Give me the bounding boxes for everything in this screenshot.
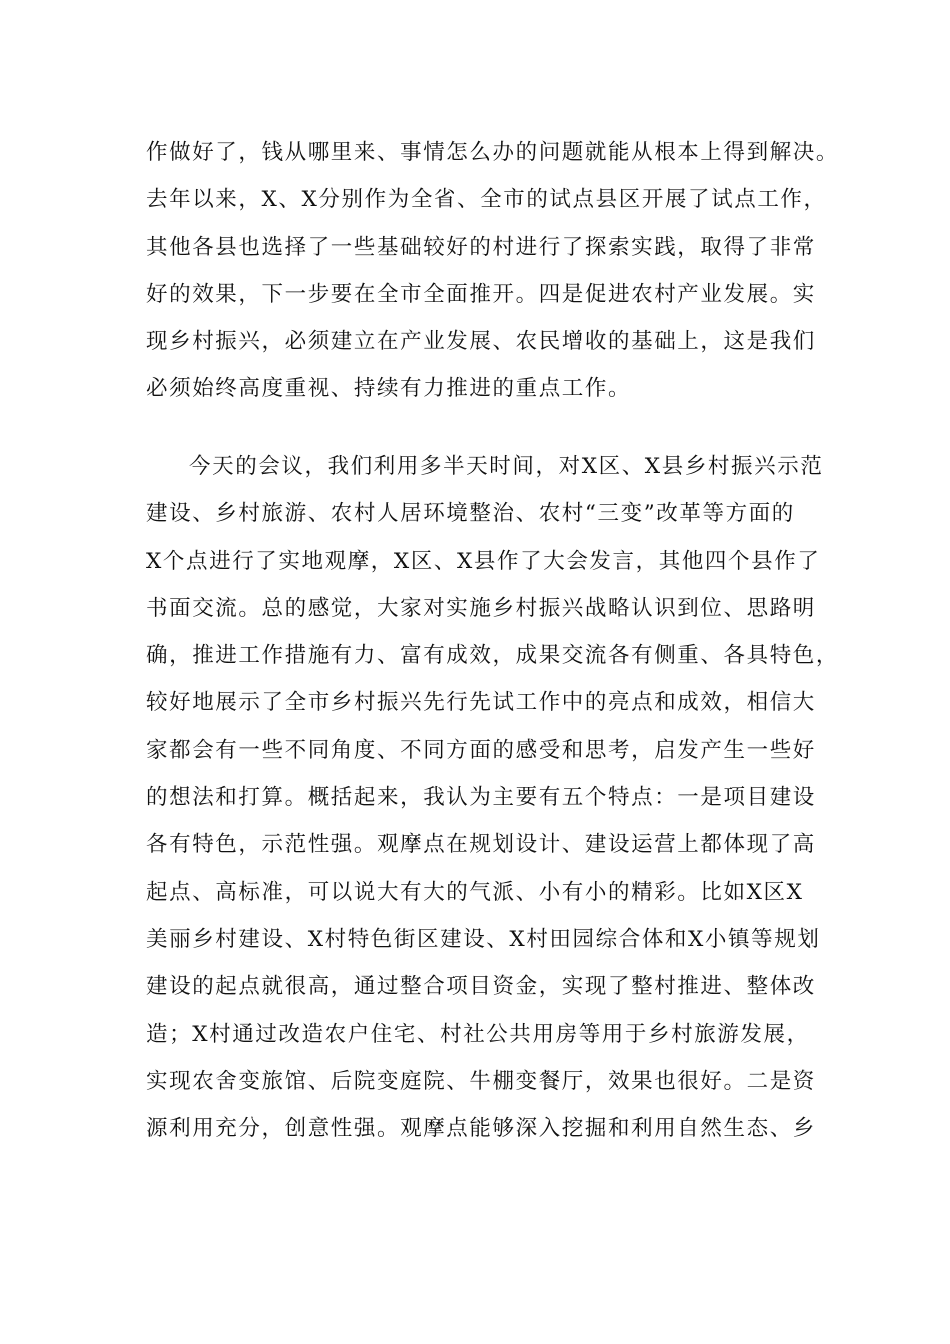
text-line: 家都会有一些不同角度、不同方面的感受和思考，启发产生一些好 [146,737,816,763]
text-line: 建设的起点就很高，通过整合项目资金，实现了整村推进、整体改 [146,974,816,1000]
text-line: 实现农舍变旅馆、后院变庭院、牛棚变餐厅，效果也很好。二是资 [146,1068,816,1094]
text-line: 去年以来，X、X分别作为全省、全市的试点县区开展了试点工作， [146,187,827,213]
paragraph [146,129,840,413]
text-line: 的想法和打算。概括起来，我认为主要有五个特点：一是项目建设 [146,785,816,811]
text-line: 今天的会议，我们利用多半天时间，对X区、X县乡村振兴示范 [189,454,824,479]
text-line: 其他各县也选择了一些基础较好的村进行了探索实践，取得了非常 [146,234,816,260]
text-line: 书面交流。总的感觉，大家对实施乡村振兴战略认识到位、思路明 [146,595,816,621]
text-line: 较好地展示了全市乡村振兴先行先试工作中的亮点和成效，相信大 [146,690,816,716]
text-line: X个点进行了实地观摩，X区、X县作了大会发言，其他四个县作了 [146,548,821,574]
text-line: 造；X村通过改造农户住宅、村社公共用房等用于乡村旅游发展， [146,1021,810,1047]
text-line: 源利用充分，创意性强。观摩点能够深入挖掘和利用自然生态、乡 [146,1116,816,1142]
text-line: 各有特色，示范性强。观摩点在规划设计、建设运营上都体现了高 [146,832,816,858]
text-line: 作做好了，钱从哪里来、事情怎么办的问题就能从根本上得到解决。 [146,140,840,165]
text-line: 建设、乡村旅游、农村人居环境整治、农村“三变”改革等方面的 [146,501,795,527]
text-line: 好的效果，下一步要在全市全面推开。四是促进农村产业发展。实 [146,281,816,307]
text-line: 确，推进工作措施有力、富有成效，成果交流各有侧重、各具特色， [146,643,840,669]
text-line: 现乡村振兴，必须建立在产业发展、农民增收的基础上，这是我们 [146,329,816,355]
text-line: 必须始终高度重视、持续有力推进的重点工作。 [146,376,632,402]
paragraph [146,443,840,1152]
text-line: 起点、高标准，可以说大有大的气派、小有小的精彩。比如X区X [146,879,804,905]
text-line: 美丽乡村建设、X村特色街区建设、X村田园综合体和X小镇等规划 [146,926,821,952]
